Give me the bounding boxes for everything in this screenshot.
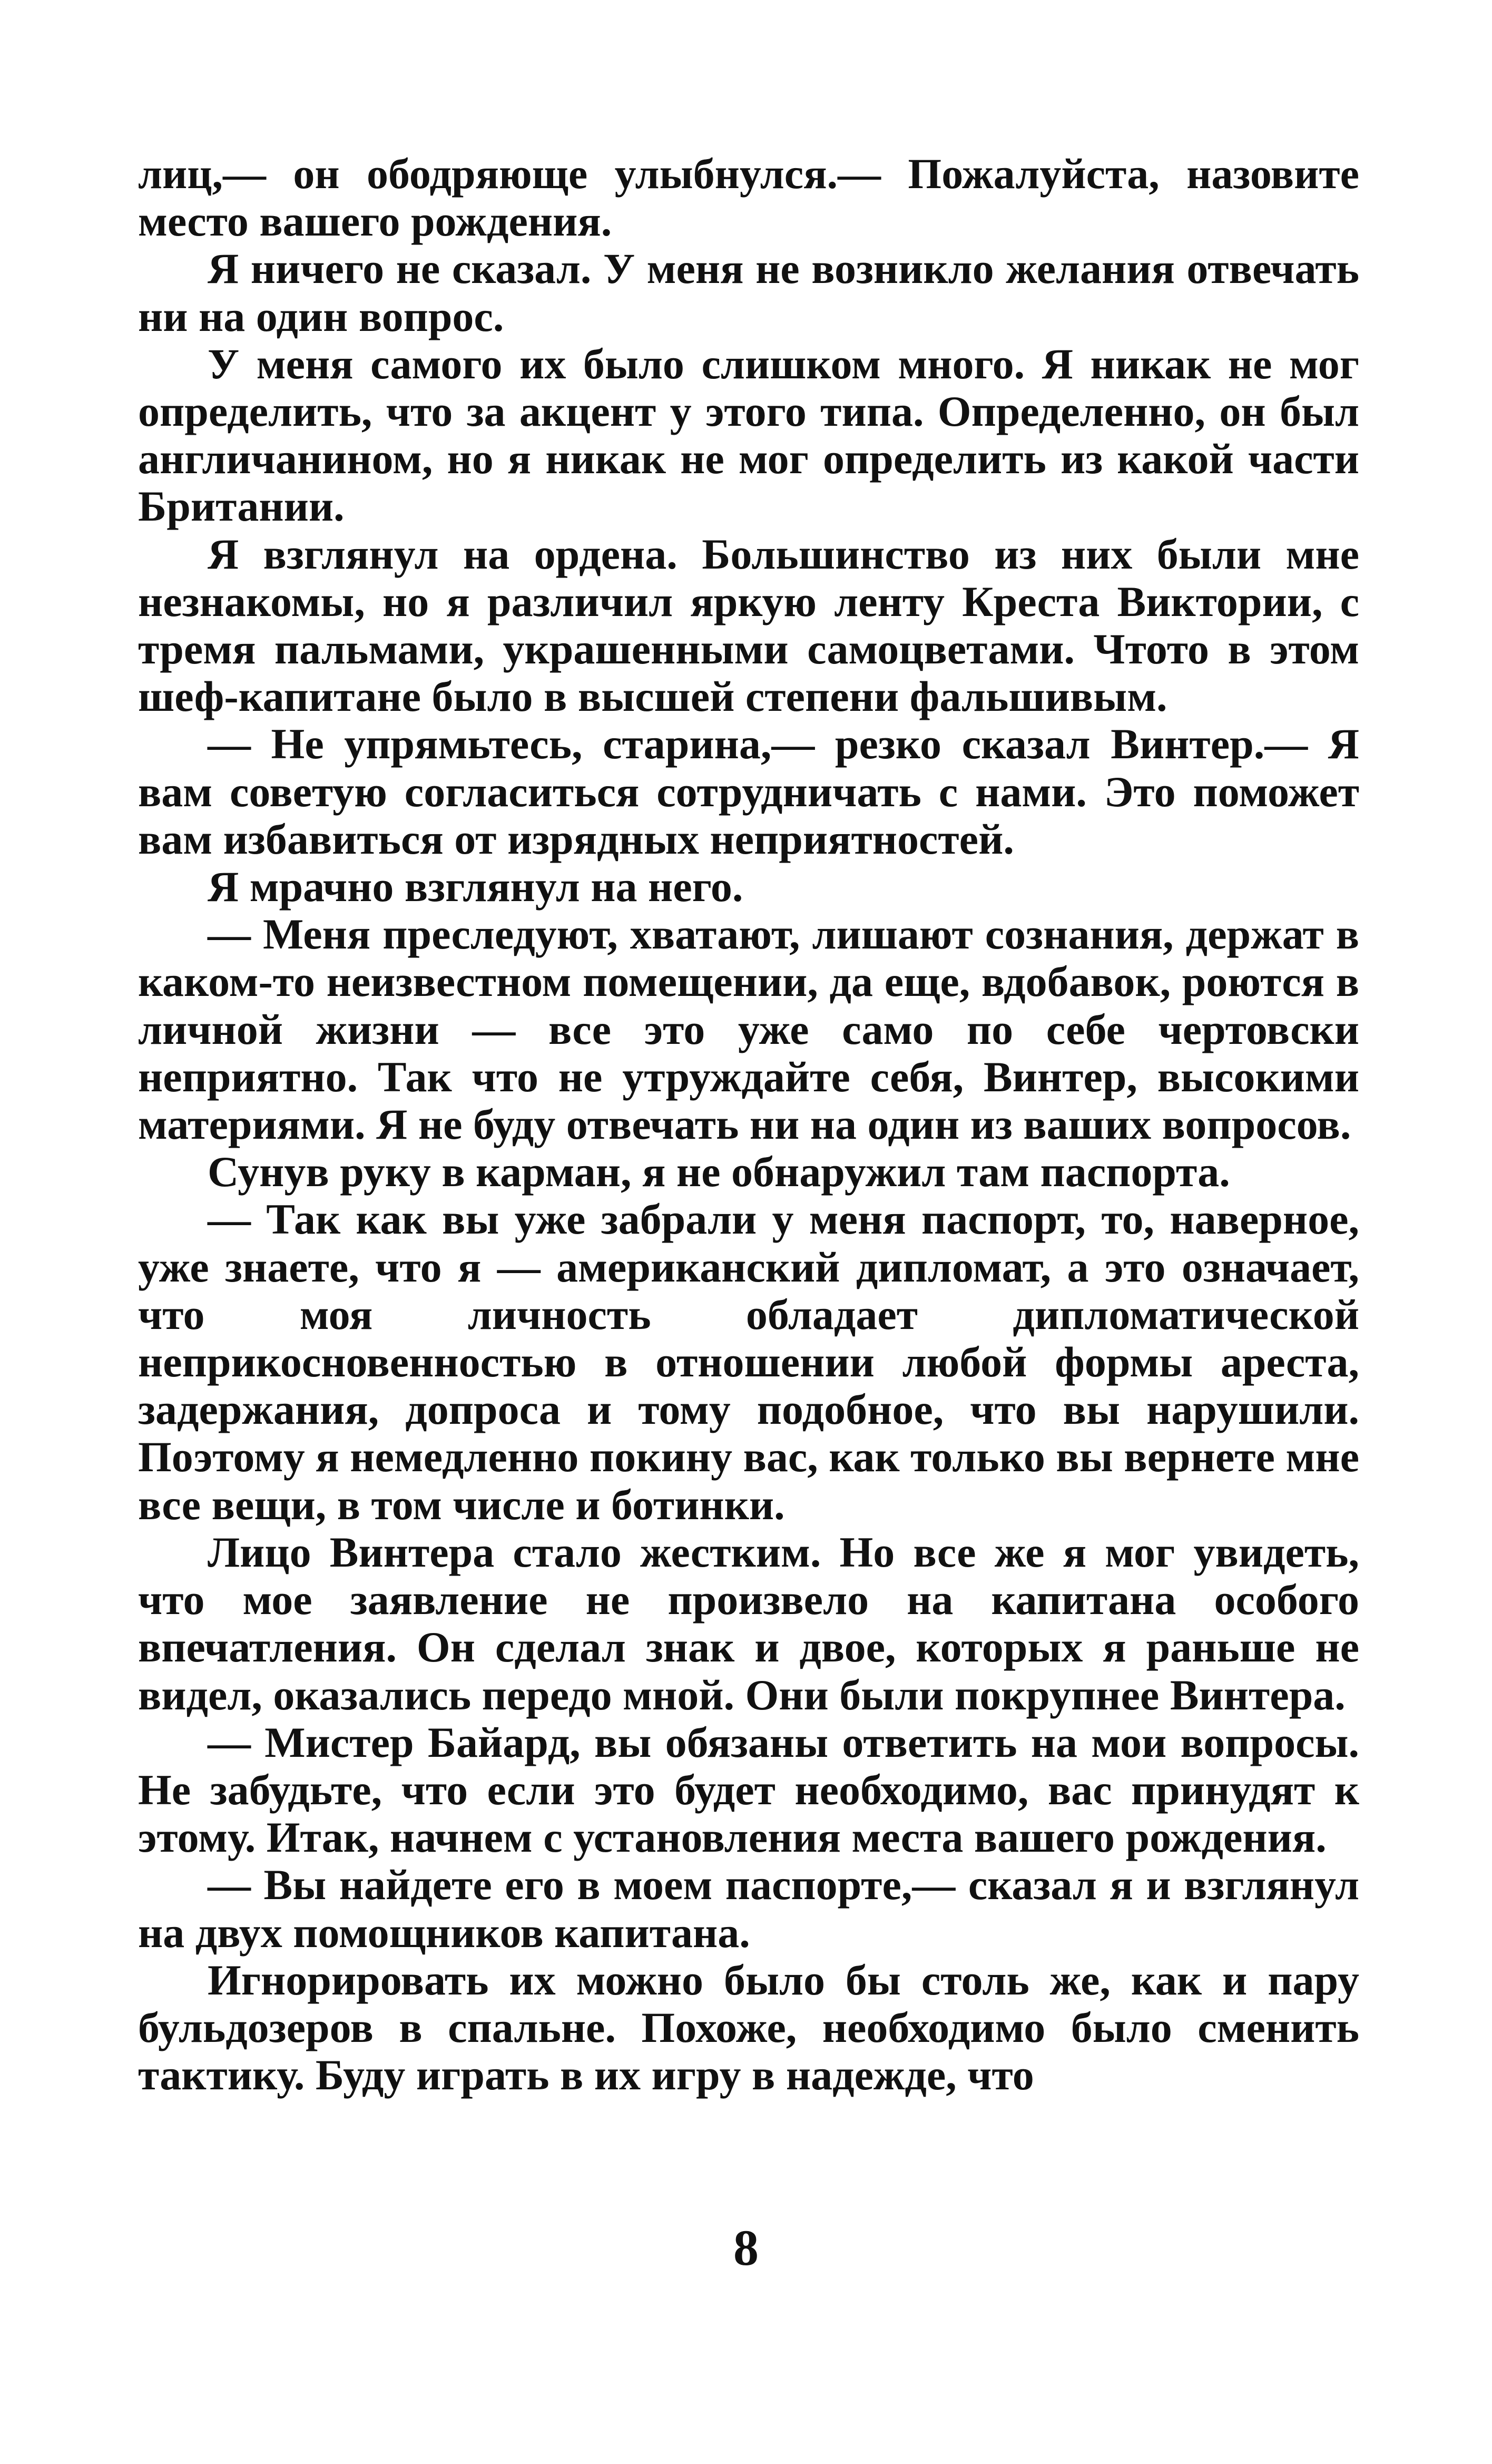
paragraph: Я мрачно взглянул на него. — [208, 863, 743, 911]
page-number: 8 — [733, 2219, 759, 2276]
paragraph: Я взглянул на ордена. Большинство из них были мне незнакомы, но я различил яркую ленту Креста Виктории, с тремя пальмами, украшенными самоцветами. Чтото в этом шеф-капитане было в высшей степени фальшивым. — [138, 530, 1359, 721]
paragraph: — Так как вы уже забрали у меня паспорт, то, наверное, уже знаете, что я — американский дипломат, а это означает, что моя личность обладает дипломатической неприкосновенностью в отношении любой формы ареста, задержания, допроса и тому подобное, что вы нарушили. Поэтому я немедленно покину вас, как только вы вернете мне все вещи, в том числе и ботинки. — [138, 1195, 1359, 1529]
paragraph: — Не упрямьтесь, старина,— резко сказал Винтер.— Я вам советую согласиться сотрудничать с нами. Это поможет вам избавиться от изрядных неприятностей. — [138, 720, 1359, 863]
body-text — [138, 150, 1359, 2099]
paragraph: Я ничего не сказал. У меня не возникло желания отвечать ни на один вопрос. — [138, 245, 1359, 340]
paragraph: Сунув руку в карман, я не обнаружил там паспорта. — [208, 1148, 1230, 1196]
paragraph: У меня самого их было слишком много. Я никак не мог определить, что за акцент у этого типа. Определенно, он был англичанином, но я никак не мог определить из какой части Британии. — [138, 339, 1359, 531]
paragraph: — Мистер Байард, вы обязаны ответить на мои вопросы. Не забудьте, что если это будет необходимо, вас принудят к этому. Итак, начнем с установления места вашего рождения. — [138, 1718, 1359, 1862]
paragraph: Лицо Винтера стало жестким. Но все же я мог увидеть, что мое заявление не произвело на капитана особого впечатления. Он сделал знак и двое, которых я раньше не видел, оказались передо мной. Они были покрупнее Винтера. — [138, 1528, 1359, 1719]
paragraph: — Вы найдете его в моем паспорте,— сказал я и взглянул на двух помощников капитана. — [138, 1861, 1359, 1957]
paragraph: лиц,— он ободряюще улыбнулся.— Пожалуйста, назовите место вашего рождения. — [138, 150, 1359, 246]
paragraph: Игнорировать их можно было бы столь же, как и пару бульдозеров в спальне. Похоже, необходимо было сменить тактику. Буду играть в их игру в надежде, что — [138, 1955, 1359, 2099]
paragraph: — Меня преследуют, хватают, лишают сознания, держат в каком-то неизвестном помещении, да еще, вдобавок, роются в личной жизни — все это уже само по себе чертовски неприятно. Так что не утруждайте себя, Винтер, высокими материями. Я не буду отвечать ни на один из ваших вопросов. — [138, 910, 1359, 1149]
